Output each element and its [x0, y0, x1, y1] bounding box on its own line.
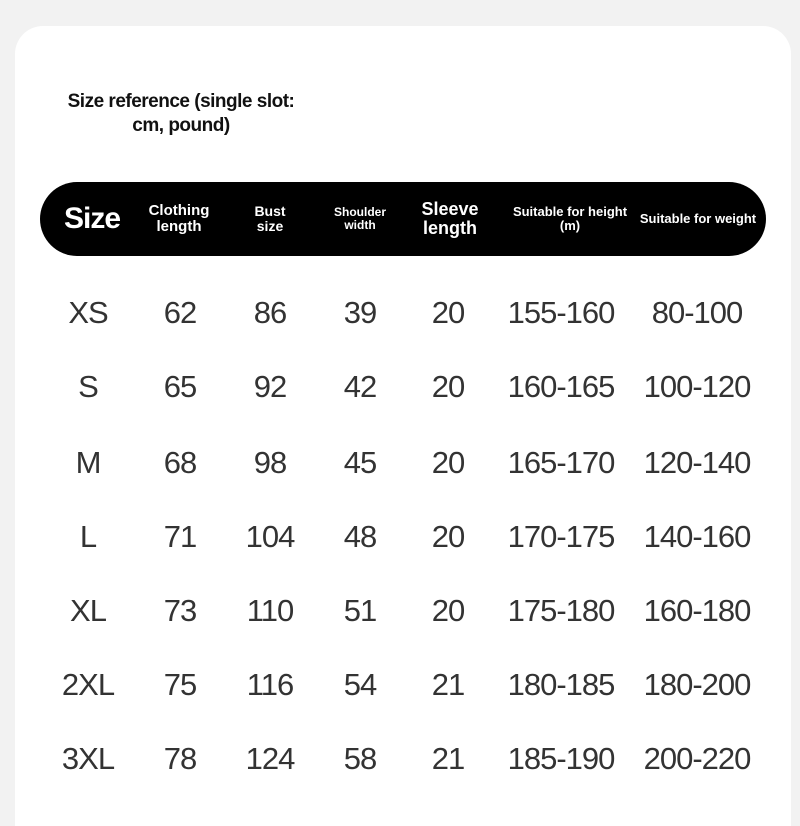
cell-shoulder-width: 42 [343, 369, 377, 404]
cell-shoulder-width: 58 [343, 741, 377, 776]
cell-size: L [79, 519, 97, 554]
cell-height: 180-185 [507, 667, 615, 702]
header-sleeve-length [410, 182, 490, 256]
cell-height: 165-170 [507, 445, 615, 480]
cell-shoulder-width: 48 [343, 519, 377, 554]
cell-clothing-length: 75 [163, 667, 197, 702]
cell-size: XL [70, 593, 106, 628]
cell-sleeve-length: 20 [431, 519, 465, 554]
cell-clothing-length: 68 [163, 445, 197, 480]
cell-weight: 120-140 [643, 445, 751, 480]
table-row [0, 722, 800, 796]
cell-sleeve-length: 21 [431, 667, 465, 702]
cell-size: M [75, 445, 101, 480]
header-shoulder-width-line2: width [344, 218, 376, 232]
table-row [0, 426, 800, 500]
cell-shoulder-width: 45 [343, 445, 377, 480]
cell-height: 170-175 [507, 519, 615, 554]
cell-weight: 180-200 [643, 667, 751, 702]
header-sleeve-length-line1: Sleeve [421, 199, 479, 220]
cell-height: 160-165 [507, 369, 615, 404]
cell-size: 3XL [61, 741, 115, 776]
table-row [0, 648, 800, 722]
cell-clothing-length: 62 [163, 295, 197, 330]
cell-weight: 140-160 [643, 519, 751, 554]
table-row [0, 500, 800, 574]
cell-sleeve-length: 20 [431, 593, 465, 628]
cell-height: 185-190 [507, 741, 615, 776]
cell-clothing-length: 73 [163, 593, 197, 628]
cell-weight: 160-180 [643, 593, 751, 628]
header-clothing-length-line1: Clothing [148, 202, 210, 220]
header-clothing-length-line2: length [156, 218, 202, 235]
cell-size: 2XL [61, 667, 115, 702]
cell-bust-size: 110 [246, 593, 294, 628]
cell-shoulder-width: 54 [343, 667, 377, 702]
header-bust-size-line1: Bust [254, 203, 286, 220]
cell-shoulder-width: 39 [343, 295, 377, 330]
cell-bust-size: 104 [245, 519, 295, 554]
cell-height: 155-160 [507, 295, 615, 330]
header-shoulder-width-line1: Shoulder [333, 205, 386, 220]
header-suitable-height [510, 182, 630, 256]
table-row [0, 276, 800, 350]
cell-clothing-length: 65 [163, 369, 197, 404]
cell-height: 175-180 [507, 593, 615, 628]
cell-clothing-length: 71 [163, 519, 197, 554]
cell-size: S [78, 369, 98, 404]
cell-sleeve-length: 21 [431, 741, 465, 776]
table-row [0, 574, 800, 648]
cell-bust-size: 116 [246, 667, 294, 702]
header-sleeve-length-line2: length [423, 218, 477, 238]
table-row [0, 350, 800, 424]
cell-bust-size: 92 [253, 369, 287, 404]
header-suitable-weight: Suitable for weight [639, 211, 757, 227]
cell-weight: 80-100 [651, 295, 743, 330]
cell-bust-size: 86 [253, 295, 287, 330]
header-clothing-length [140, 182, 218, 256]
header-bust-size [240, 182, 300, 256]
size-reference-caption: Size reference (single slot: cm, pound) [67, 91, 295, 136]
cell-bust-size: 124 [245, 741, 295, 776]
header-suitable-height-line1: Suitable for height [512, 204, 628, 220]
cell-clothing-length: 78 [163, 741, 197, 776]
cell-sleeve-length: 20 [431, 369, 465, 404]
header-shoulder-width [320, 182, 400, 256]
cell-shoulder-width: 51 [343, 593, 377, 628]
table-header [40, 182, 766, 256]
cell-sleeve-length: 20 [431, 295, 465, 330]
cell-size: XS [68, 295, 108, 330]
header-bust-size-line2: size [256, 218, 284, 234]
header-size: Size [63, 202, 121, 236]
cell-sleeve-length: 20 [431, 445, 465, 480]
cell-weight: 200-220 [643, 741, 751, 776]
header-suitable-height-line2: (m) [559, 218, 581, 233]
cell-weight: 100-120 [643, 369, 751, 404]
cell-bust-size: 98 [253, 445, 287, 480]
